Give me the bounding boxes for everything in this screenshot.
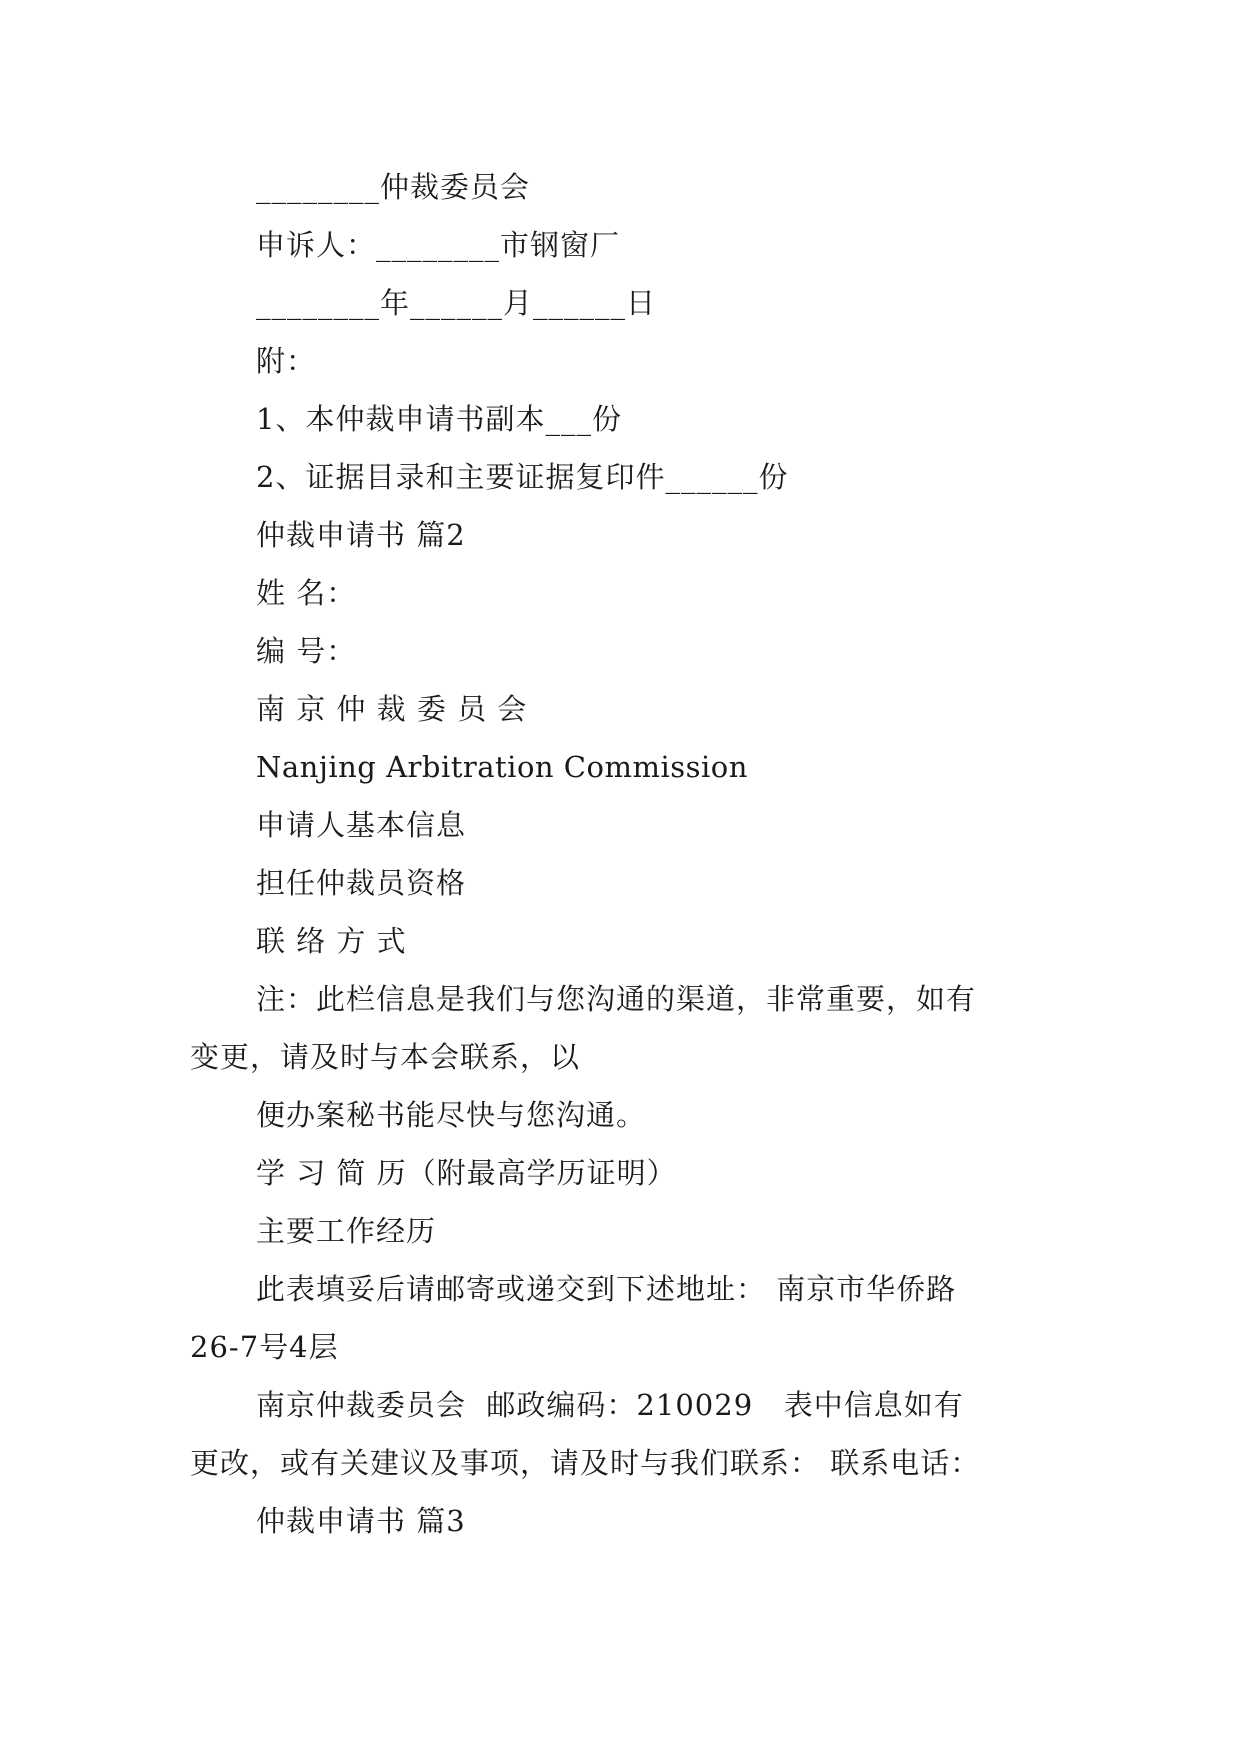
commission-line: ________仲裁委员会 (256, 170, 531, 204)
name-field: 姓 名： (256, 576, 357, 610)
applicant-info-heading: 申请人基本信息 (256, 808, 467, 842)
attachment-item-2: 2、证据目录和主要证据复印件______份 (256, 460, 789, 494)
attachment-item-1: 1、本仲裁申请书副本___份 (256, 402, 622, 436)
address-line-2: 26-7号4层 (190, 1330, 339, 1364)
qualification-heading: 担任仲裁员资格 (256, 866, 467, 900)
date-line: ________年______月______日 (256, 286, 657, 320)
postal-line-2: 更改，或有关建议及事项，请及时与我们联系： 联系电话： (190, 1446, 981, 1480)
note-line-1: 注：此栏信息是我们与您沟通的渠道，非常重要，如有 (256, 982, 977, 1016)
commission-name-cn: 南 京 仲 裁 委 员 会 (256, 692, 528, 726)
work-history-heading: 主要工作经历 (256, 1214, 437, 1248)
postal-line-1: 南京仲裁委员会 邮政编码：210029 表中信息如有 (256, 1388, 964, 1422)
note-line-2: 变更，请及时与本会联系，以 (190, 1040, 581, 1074)
attachment-heading: 附： (256, 344, 317, 378)
number-field: 编 号： (256, 634, 357, 668)
education-heading: 学 习 简 历（附最高学历证明） (256, 1156, 677, 1190)
commission-name-en: Nanjing Arbitration Commission (256, 750, 748, 784)
note-line-3: 便办案秘书能尽快与您沟通。 (256, 1098, 647, 1132)
complainant-line: 申诉人：________市钢窗厂 (256, 228, 621, 262)
address-line-1: 此表填妥后请邮寄或递交到下述地址： 南京市华侨路 (256, 1272, 957, 1306)
section-title-3: 仲裁申请书 篇3 (256, 1504, 466, 1538)
section-title-2: 仲裁申请书 篇2 (256, 518, 466, 552)
contact-heading: 联 络 方 式 (256, 924, 407, 958)
